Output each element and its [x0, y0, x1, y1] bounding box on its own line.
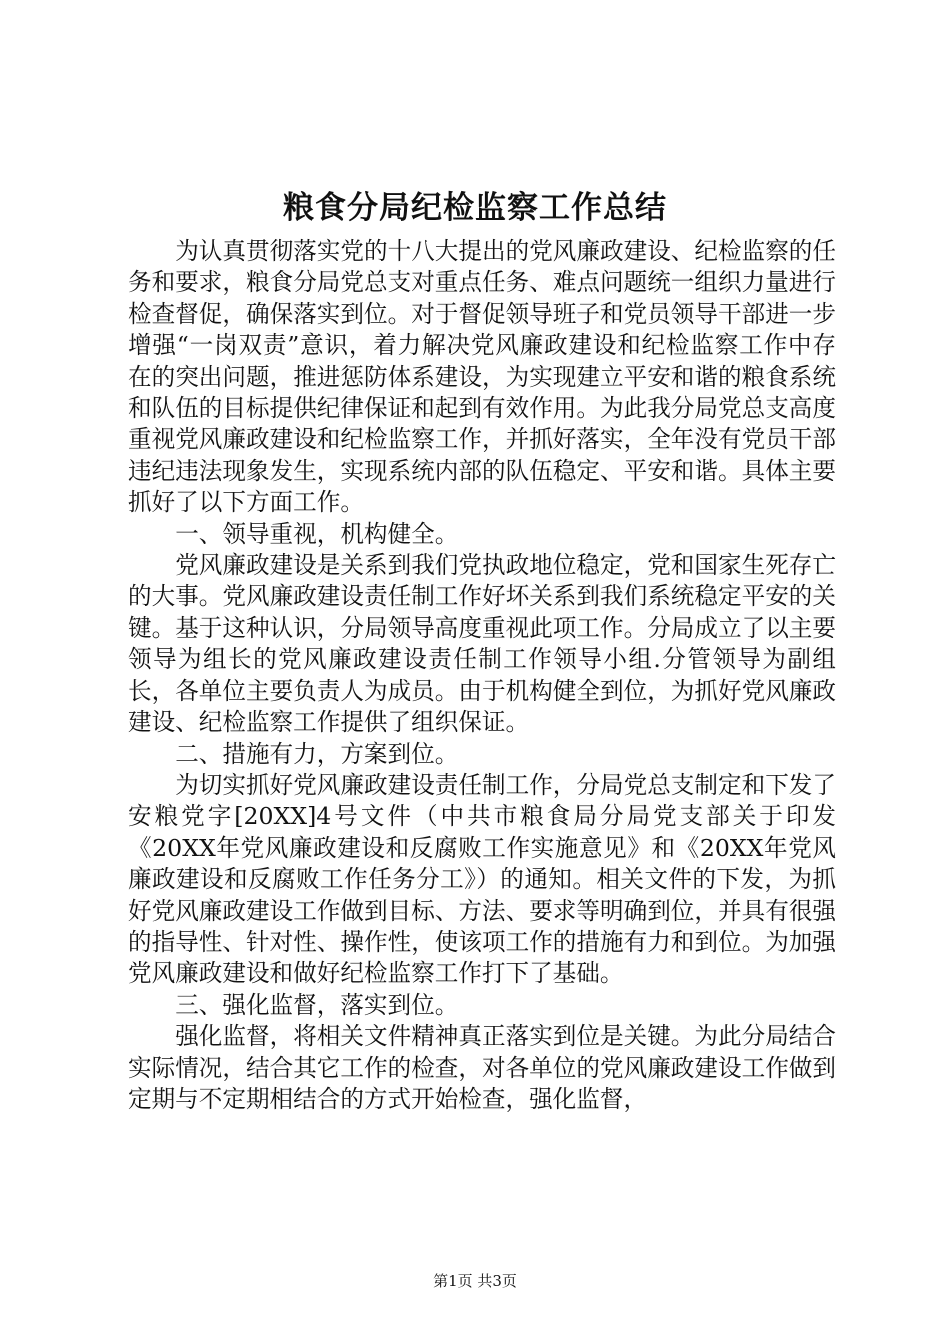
section-heading-3: 三、强化监督，落实到位。: [175, 990, 459, 1019]
section-heading-1: 一、领导重视，机构健全。: [175, 519, 459, 548]
section-heading-2: 二、措施有力，方案到位。: [175, 739, 459, 768]
document-body: [128, 236, 836, 1115]
paragraph-section-2: 为切实抓好党风廉政建设责任制工作，分局党总支制定和下发了安粮党字[20XX]4号文件（中共市粮食局分局党支部关于印发《20XX年党风廉政建设和反腐败工作实施意见》和《20XX年党风廉政建设和反腐败工作任务分工》）的通知。相关文件的下发，为抓好党风廉政建设工作做到目标、方法、要求等明确到位，并具有很强的指导性、针对性、操作性，使该项工作的措施有力和到位。为加强党风廉政建设和做好纪检监察工作打下了基础。: [128, 770, 836, 988]
paragraph-section-1: 党风廉政建设是关系到我们党执政地位稳定，党和国家生死存亡的大事。党风廉政建设责任制工作好坏关系到我们系统稳定平安的关键。基于这种认识，分局领导高度重视此项工作。分局成立了以主要领导为组长的党风廉政建设责任制工作领导小组.分管领导为副组长，各单位主要负责人为成员。由于机构健全到位，为抓好党风廉政建设、纪检监察工作提供了组织保证。: [128, 551, 836, 737]
document-title: 粮食分局纪检监察工作总结: [283, 190, 667, 226]
page-footer: 第1页 共3页: [433, 1272, 517, 1290]
paragraph-intro: 为认真贯彻落实党的十八大提出的党风廉政建设、纪检监察的任务和要求，粮食分局党总支对重点任务、难点问题统一组织力量进行检查督促，确保落实到位。对于督促领导班子和党员领导干部进一步增强“一岗双责”意识，着力解决党风廉政建设和纪检监察工作中存在的突出问题，推进惩防体系建设，为实现建立平安和谐的粮食系统和队伍的目标提供纪律保证和起到有效作用。为此我分局党总支高度重视党风廉政建设和纪检监察工作，并抓好落实，全年没有党员干部违纪违法现象发生，实现系统内部的队伍稳定、平安和谐。具体主要抓好了以下方面工作。: [128, 237, 836, 517]
paragraph-section-3: 强化监督，将相关文件精神真正落实到位是关键。为此分局结合实际情况，结合其它工作的检查，对各单位的党风廉政建设工作做到定期与不定期相结合的方式开始检查，强化监督，: [128, 1022, 836, 1113]
